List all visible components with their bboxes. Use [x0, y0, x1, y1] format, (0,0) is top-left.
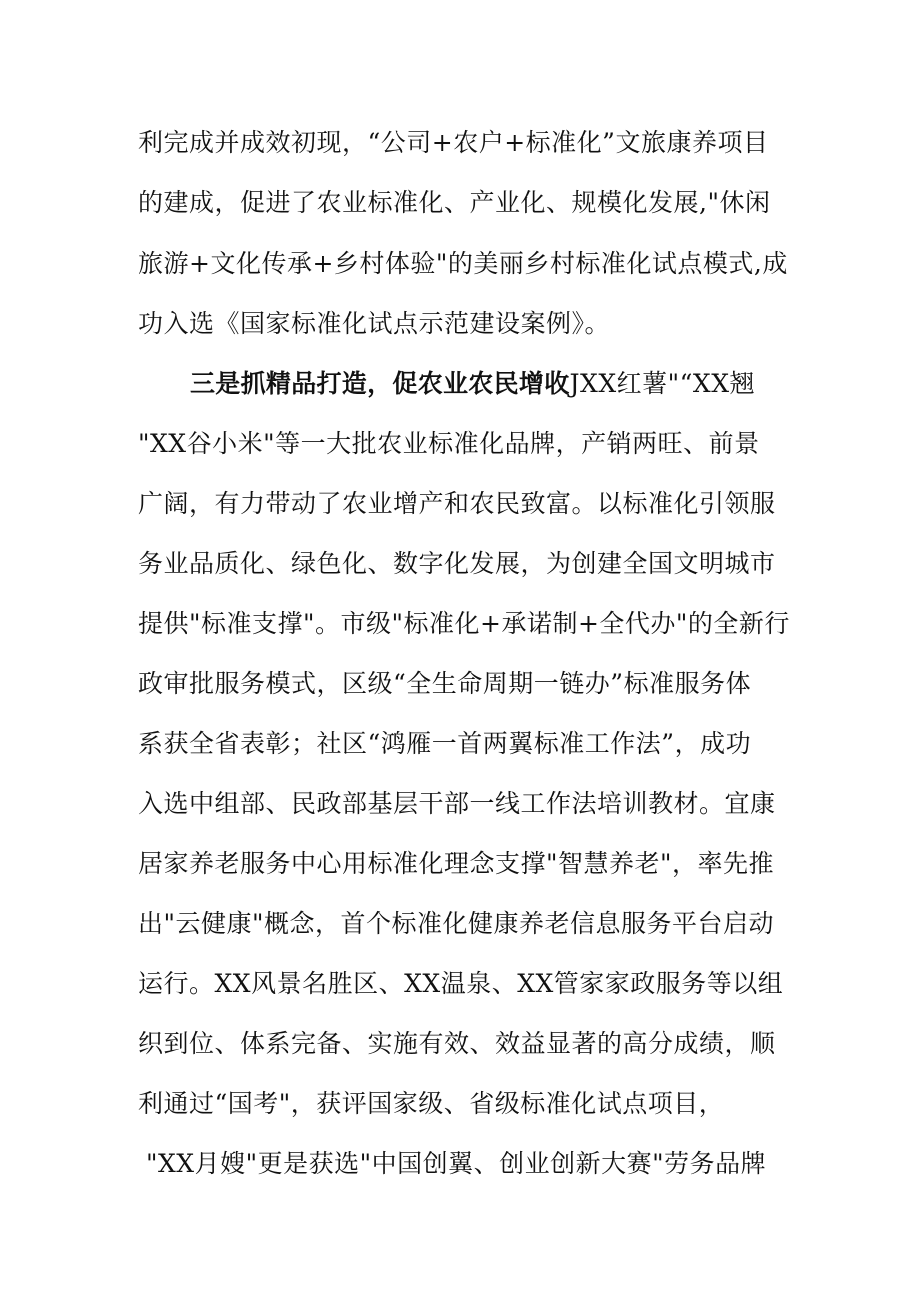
section-line	[190, 369, 755, 399]
text-line: "XX月嫂"更是获选"中国创翼、创业创新大赛"劳务品牌	[146, 1149, 767, 1178]
section-heading-continuation: JXX红薯"“XX翘	[569, 369, 756, 398]
section-heading: 三是抓精品打造，促农业农民增收	[190, 369, 570, 398]
text-line: 旅游+文化传承+乡村体验"的美丽乡村标准化试点模式,成	[138, 249, 788, 278]
text-line: 利完成并成效初现，“公司+农户+标准化”文旅康养项目	[138, 128, 769, 157]
text-line: 利通过“国考"，获评国家级、省级标准化试点项目，	[138, 1089, 725, 1118]
text-line: 居家养老服务中心用标准化理念支撑"智慧养老"，率先推	[138, 849, 775, 878]
text-line: 系获全省表彰；社区“鸿雁一首两翼标准工作法”，成功	[138, 729, 752, 758]
text-line: 广阔，有力带动了农业增产和农民致富。以标准化引领服	[138, 489, 776, 518]
text-line: 政审批服务模式，区级“全生命周期一链办”标准服务体	[138, 669, 752, 698]
text-line: 织到位、体系完备、实施有效、效益显著的高分成绩，顺	[138, 1029, 776, 1058]
text-line: 务业品质化、绿色化、数字化发展，为创建全国文明城市	[138, 549, 776, 578]
text-line: 的建成，促进了农业标准化、产业化、规模化发展,"休闲	[138, 188, 771, 217]
text-line: 出"云健康"概念，首个标准化健康养老信息服务平台启动	[138, 909, 775, 938]
text-line: "XX谷小米"等一大批农业标准化品牌，产销两旺、前景	[138, 429, 760, 458]
text-line: 功入选《国家标准化试点示范建设案例》。	[138, 309, 611, 338]
text-line: 入选中组部、民政部基层干部一线工作法培训教材。宜康	[138, 789, 776, 818]
text-line: 运行。XX风景名胜区、XX温泉、XX管家家政服务等以组	[138, 969, 784, 998]
text-line: 提供"标准支撑"。市级"标准化+承诺制+全代办"的全新行	[138, 609, 790, 638]
